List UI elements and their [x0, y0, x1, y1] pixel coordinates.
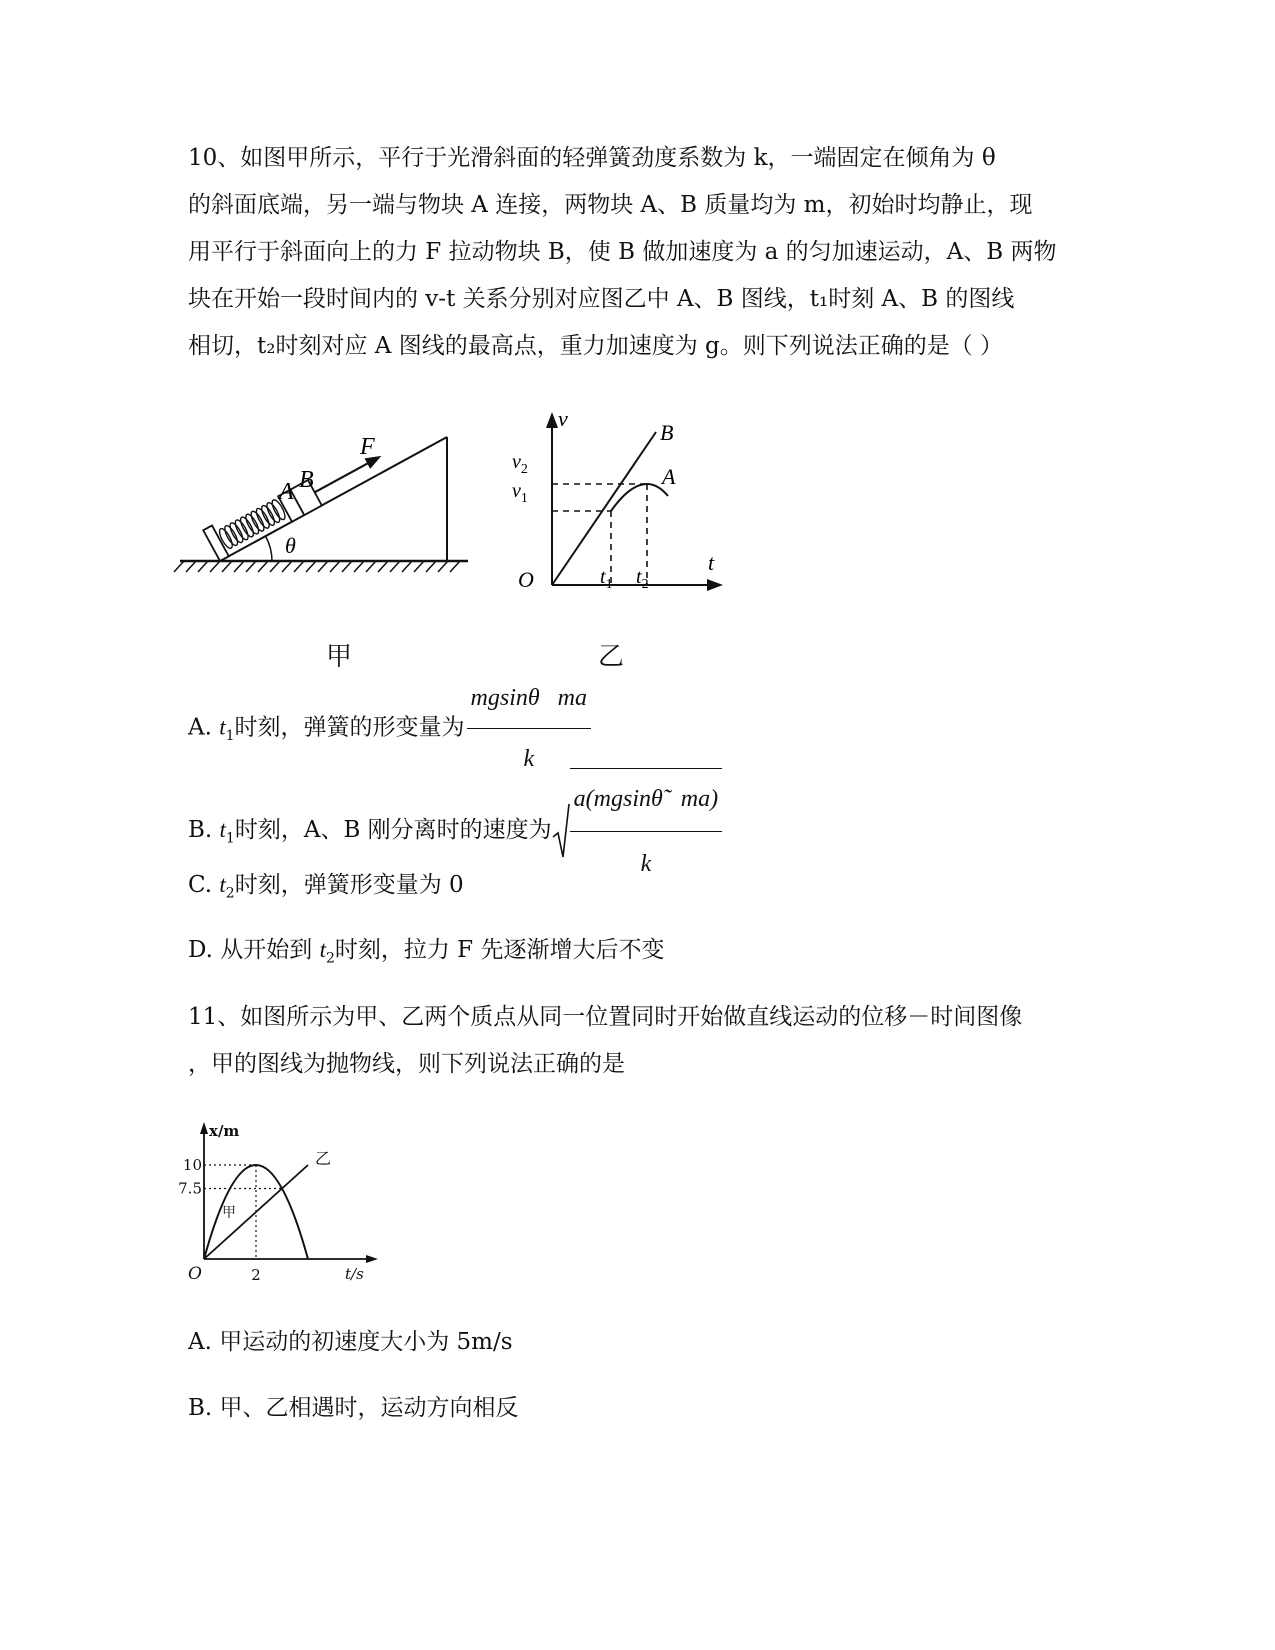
- y-axis-arrow: [200, 1122, 208, 1134]
- line-b: [552, 432, 656, 585]
- guide-lines: [204, 1165, 282, 1259]
- q10-option-b[interactable]: B. $t_1$时刻，A、B 刚分离时的速度为 $\frac{a(mgsin\thetã ma)}{k}$: [188, 768, 722, 894]
- q10-line-3: 用平行于斜面向上的力 F 拉动物块 B，使 B 做加速度为 a 的匀加速运动，A、B 两物: [188, 239, 1057, 265]
- q11-option-a[interactable]: A. 甲运动的初速度大小为 5m/s: [188, 1329, 513, 1355]
- tick-label-t2: $t_2$: [636, 566, 649, 592]
- label-block-a: A: [279, 479, 294, 505]
- caption-jia: 甲: [326, 642, 353, 672]
- x-axis-arrow: [366, 1255, 378, 1263]
- figure-yi-vt-graph: [510, 406, 740, 610]
- force-arrow: [315, 461, 373, 493]
- fraction-a: $\frac{\text{mgsinθ ma}}{k}$: [467, 670, 591, 787]
- series-label-yi: 乙: [315, 1149, 332, 1168]
- x-axis-label: t/s: [345, 1265, 364, 1283]
- y-axis-label: x/m: [209, 1122, 240, 1140]
- x-tick-label: 2: [251, 1266, 261, 1284]
- q10-line-4: 块在开始一段时间内的 v-t 关系分别对应图乙中 A、B 图线，t₁时刻 A、B 的图线: [188, 286, 1015, 312]
- tick-label-v2: $v_2$: [512, 451, 528, 477]
- ground-hatching: [174, 561, 460, 572]
- curve-label-b: B: [660, 420, 674, 445]
- caption-yi: 乙: [598, 642, 625, 672]
- q11-option-b[interactable]: B. 甲、乙相遇时，运动方向相反: [188, 1395, 519, 1421]
- q10-line-2: 的斜面底端，另一端与物块 A 连接，两物块 A、B 质量均为 m，初始时均静止，现: [188, 192, 1033, 218]
- q11-line-1: 11、如图所示为甲、乙两个质点从同一位置同时开始做直线运动的位移－时间图像: [188, 1004, 1023, 1030]
- q11-xt-chart: [178, 1120, 388, 1300]
- q10-option-a[interactable]: A. $t_1$时刻，弹簧的形变量为 $\frac{\text{mgsinθ ma}}{k}$: [188, 670, 591, 787]
- series-label-jia: 甲: [222, 1205, 236, 1221]
- q11-line-2: ，甲的图线为抛物线，则下列说法正确的是: [188, 1051, 625, 1077]
- figure-jia-incline: [180, 420, 480, 580]
- curve-a: [611, 484, 668, 511]
- label-force-f: F: [360, 434, 375, 460]
- label-theta: θ: [285, 533, 296, 558]
- origin-label: O: [518, 567, 534, 592]
- q10-line-1: 10、如图甲所示，平行于光滑斜面的轻弹簧劲度系数为 k，一端固定在倾角为 θ: [188, 145, 996, 171]
- sqrt-expression: $\frac{a(mgsin\thetã ma)}{k}$: [552, 768, 722, 894]
- q10-option-d[interactable]: D. 从开始到 $t_2$时刻，拉力 F 先逐渐增大后不变: [188, 937, 665, 967]
- axis-label-t: t: [708, 550, 715, 575]
- q10-option-c[interactable]: C. $t_2$时刻，弹簧形变量为 0: [188, 872, 464, 902]
- tick-label-t1: $t_1$: [600, 566, 613, 592]
- origin-label: O: [188, 1264, 202, 1284]
- q10-line-5: 相切，t₂时刻对应 A 图线的最高点，重力加速度为 g。则下列说法正确的是（ ）: [188, 333, 1004, 359]
- axis-label-v: v: [558, 406, 568, 431]
- spring: [217, 498, 287, 550]
- curve-label-a: A: [662, 464, 676, 489]
- label-block-b: B: [299, 467, 314, 493]
- tick-label-v1: $v_1$: [512, 480, 528, 506]
- y-tick-label-10: 10: [182, 1156, 202, 1174]
- y-tick-label-7-5: 7.5: [178, 1179, 202, 1198]
